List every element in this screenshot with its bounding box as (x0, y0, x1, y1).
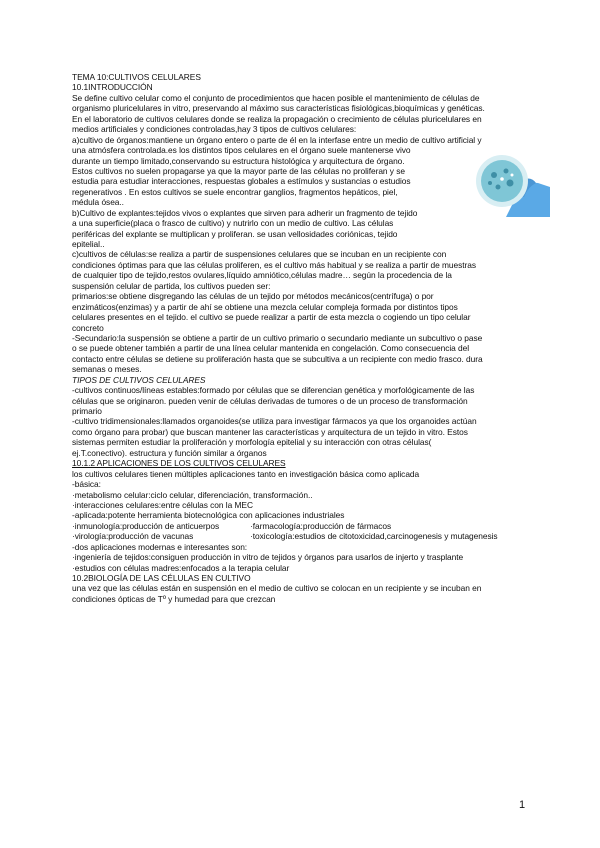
text-line: TEMA 10:CULTIVOS CELULARES (72, 72, 201, 82)
text-line: enzimáticos(enzimas) y a partir de ahí se obtiene una mezcla celular compleja formada por distintos tipos (72, 301, 458, 312)
text-line: o se puede obtener también a partir de una línea celular mantenida en congelación. Como consecuencia del (72, 343, 470, 354)
application-row-2 (72, 531, 528, 541)
cell (507, 180, 514, 187)
page-number: 1 (519, 799, 526, 811)
text-line: contacto entre células se detiene su proliferación hasta que se subcultiva a un recipiente con medio frasco. dura (72, 353, 483, 364)
text-line: a una superficie(placa o frasco de cultivo) y nutrirlo con un medio de cultivo. Las células (72, 218, 394, 229)
text-line: células que se originaron. pueden venir de células derivadas de tumores o de un proceso de transformación (72, 395, 468, 406)
cell (488, 181, 492, 185)
text-line: una atmósfera controlada.es los distintos tipos celulares en el órgano suele mantenerse vivo (72, 145, 411, 156)
text-line: -cultivos continuos/líneas estables:formado por células que se diferencian genética y morfológicamente de las (72, 385, 475, 396)
text-line: una vez que las células están en suspensión en el medio de cultivo se colocan en un recipiente y se incuban en (72, 583, 482, 594)
text-line: TIPOS DE CULTIVOS CELULARES (72, 374, 206, 385)
text-line: b)Cultivo de explantes:tejidos vivos o explantes que sirven para adherir un fragmento de tejido (72, 207, 418, 218)
cell (504, 169, 509, 174)
text-line: 10.1.2 APLICACIONES DE LOS CULTIVOS CELULARES (72, 458, 286, 469)
text-line: -aplicada:potente herramienta biotecnológica con aplicaciones industriales (72, 510, 345, 521)
application-row-1 (72, 521, 528, 531)
text-line: medios artificiales y condiciones controladas,hay 3 tipos de cultivos celulares: (72, 124, 357, 135)
text-line: durante un tiempo limitado,conservando su estructura histológica y arquitectura de órgano. (72, 155, 405, 166)
text-line: regenerativos . En estos cultivos se suele encontrar ganglios, fragmentos hepáticos, piel, (72, 186, 398, 197)
document-body (72, 72, 528, 604)
application-item: ·inmunología:producción de anticuerpos (72, 520, 220, 531)
text-line: suspensión celular de partida, los cultivos pueden ser: (72, 280, 271, 291)
application-item: ·farmacología:producción de fármacos (250, 520, 392, 531)
text-line: a)cultivo de órganos:mantiene un órgano entero o parte de él en la interfase entre un medio de cultivo artificial y (72, 134, 482, 145)
text-line: de cualquier tipo de tejido,restos ovulares,líquido amniótico,células madre… según la procedencia de la (72, 270, 452, 281)
text-line: ej.T.conectivo). estructura y función similar a órganos (72, 447, 267, 458)
cell (496, 185, 501, 190)
text-line: primarios:se obtiene disgregando las células de un tejido por métodos mecánicos(centrífuga) o por (72, 291, 434, 302)
text-line: -básica: (72, 479, 101, 490)
text-line: ·metabolismo celular:ciclo celular, diferenciación, transformación.. (72, 489, 313, 500)
text-line: condiciones óptimas para que las células proliferen, es el cultivo más habitual y se realiza a partir de muestras (72, 259, 477, 270)
text-line: primario (72, 406, 102, 416)
text-block-main (72, 72, 528, 521)
text-line: concreto (72, 322, 104, 333)
text-line: epitelial.. (72, 239, 105, 249)
text-line: organismo pluricelulares in vitro, preservando al máximo sus características fisiológicas,bioquímicas y genéticas. (72, 103, 485, 114)
text-line: -Secundario:la suspensión se obtiene a partir de un cultivo primario o secundario mediante un subcultivo o pase (72, 332, 483, 343)
text-line: periféricas del explante se multiplican y proliferan. se usan vellosidades coriónicas, tejido (72, 228, 398, 239)
text-block-end (72, 542, 528, 605)
application-item: ·toxicología:estudios de citotoxicidad,carcinogenesis y mutagenesis (250, 531, 498, 542)
cell (500, 177, 504, 181)
text-line: médula ósea.. (72, 197, 124, 208)
text-line: Se define cultivo celular como el conjunto de procedimientos que hacen posible el mantenimiento de células de (72, 92, 480, 103)
text-line: los cultivos celulares tienen múltiples aplicaciones tanto en investigación básica como aplicada (72, 468, 420, 479)
dish-medium (481, 160, 523, 202)
text-line: -dos aplicaciones modernas e interesantes son: (72, 541, 248, 552)
text-line: ·ingeniería de tejidos:consiguen producción in vitro de tejidos y órganos para usarlos de injerto y trasplante (72, 552, 464, 563)
text-line: -cultivo tridimensionales:llamados organoides(se utiliza para investigar fármacos ya que los organoides actúan (72, 416, 477, 427)
text-line: 10.2BIOLOGÍA DE LAS CÉLULAS EN CULTIVO (72, 573, 251, 583)
text-line: semanas o meses. (72, 364, 142, 375)
text-line: ·interacciones celulares:entre células con la MEC (72, 499, 253, 510)
text-line: En el laboratorio de cultivos celulares donde se realiza la propagación o crecimiento de células pluricelulares en (72, 113, 482, 124)
application-item: ·virología:producción de vacunas (72, 531, 194, 542)
text-line: c)cultivos de células:se realiza a partir de suspensiones celulares que se incuban en un recipiente con (72, 249, 447, 260)
cell (491, 172, 497, 178)
text-line: estudia para estudiar interacciones, respuestas globales a estímulos y sustancias o estudios (72, 176, 411, 187)
text-line: Estos cultivos no suelen propagarse ya que la mayor parte de las células no proliferan y se (72, 165, 405, 176)
text-line: 10.1INTRODUCCIÓN (72, 82, 153, 93)
text-line: sistemas permiten estudiar la proliferación y morfología epitelial y su interacción con otras células( (72, 437, 432, 448)
petri-dish-glove-icon (466, 153, 550, 217)
text-line: celulares presentes en el tejido. el cultivo se puede realizar a partir de esta mezcla o cogiendo un tipo celular (72, 312, 471, 323)
text-line: como órgano para probar) que buscan mantener las características y arquitectura de un tejido in vitro. Estos (72, 426, 468, 437)
cell (511, 174, 514, 177)
text-line: condiciones ópticas de Tº y humedad para que crezcan (72, 593, 276, 604)
text-line: ·estudios con células madres:enfocados a la terapia celular (72, 562, 290, 573)
